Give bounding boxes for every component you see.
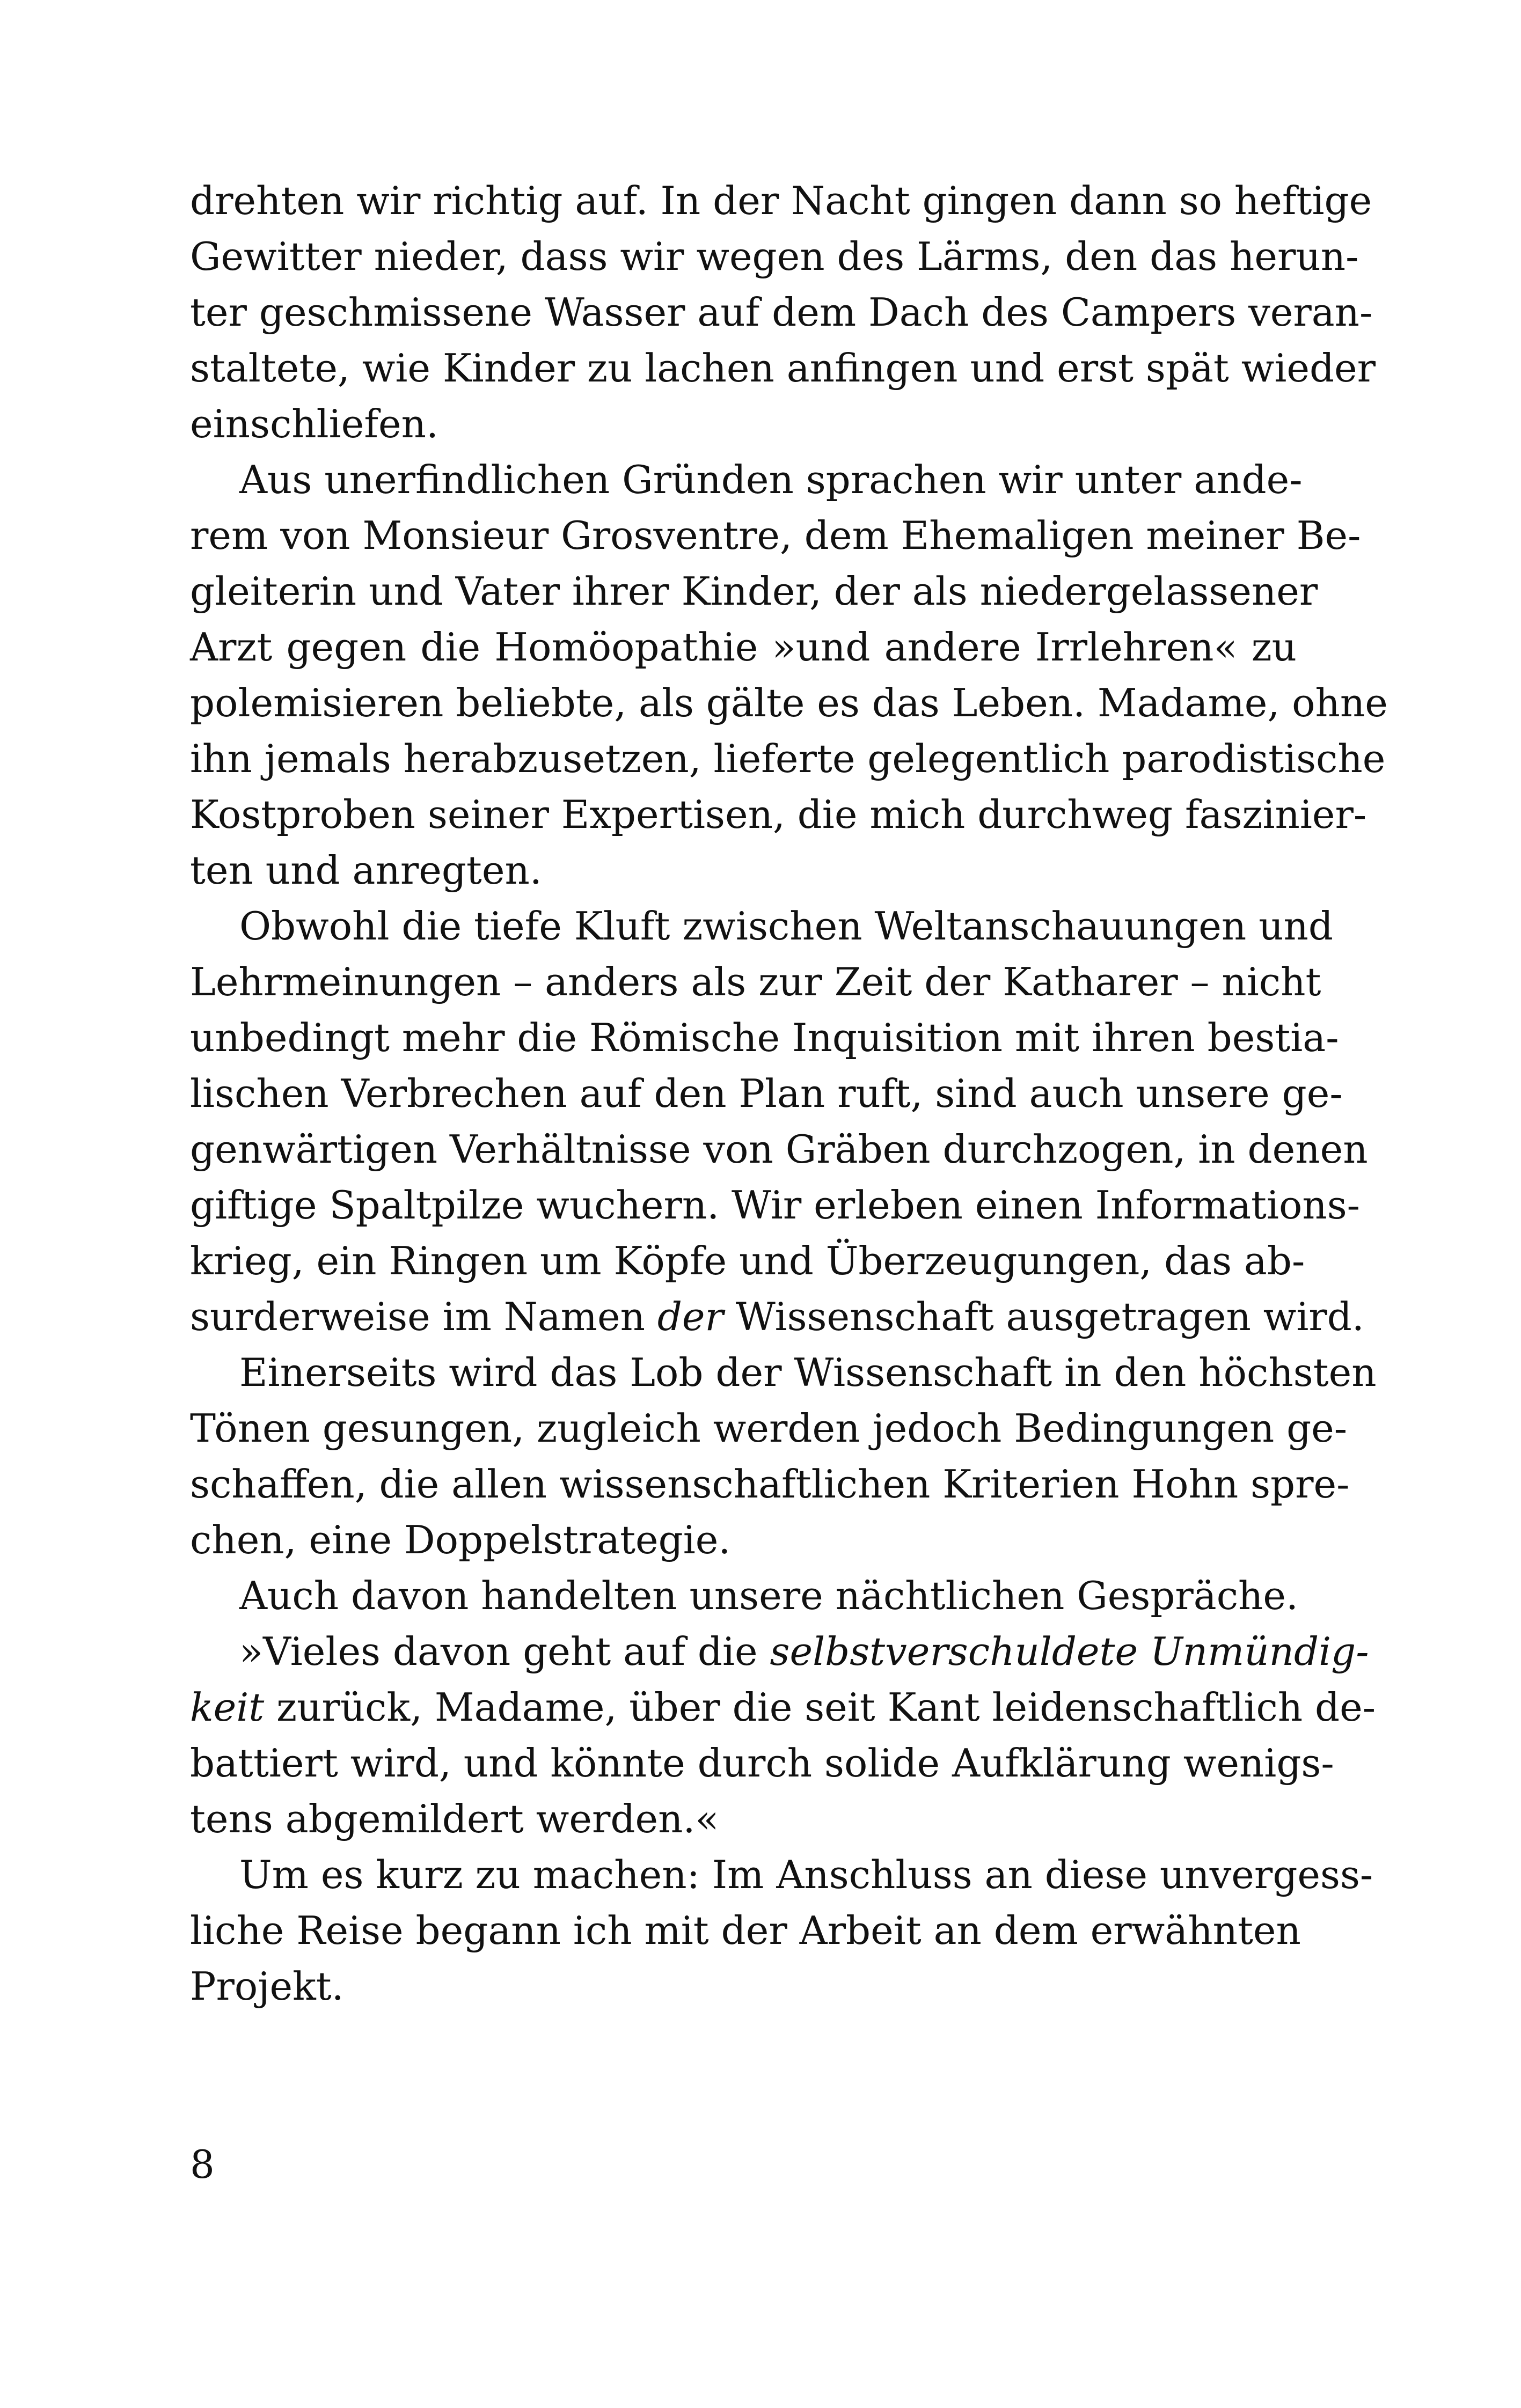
text-line: gleiterin und Vater ihrer Kinder, der als niedergelassener <box>190 569 1318 614</box>
text-line: schaffen, die allen wissenschaftlichen Kriterien Hohn spre- <box>190 1462 1350 1507</box>
text-line: genwärtigen Verhältnisse von Gräben durchzogen, in denen <box>190 1127 1368 1172</box>
paragraph <box>190 1568 1297 1624</box>
text-line: giftige Spaltpilze wuchern. Wir erleben einen Informations- <box>190 1183 1361 1228</box>
paragraph <box>190 452 1388 898</box>
paragraph <box>190 1345 1377 1568</box>
text-line: ter geschmissene Wasser auf dem Dach des Campers veran- <box>190 290 1373 335</box>
text-line: Aus unerfindlichen Gründen sprachen wir unter ande- <box>239 457 1303 502</box>
text-line: Lehrmeinungen – anders als zur Zeit der Katharer – nicht <box>190 959 1321 1004</box>
page-number: 8 <box>190 2142 215 2187</box>
text-line: Gewitter nieder, dass wir wegen des Lärms, den das herun- <box>190 234 1359 279</box>
text-line: tens abgemildert werden.« <box>190 1796 719 1841</box>
italic-emphasis: der <box>657 1294 723 1339</box>
body-text <box>190 173 1388 2014</box>
text-line: keit zurück, Madame, über die seit Kant leidenschaftlich de- <box>190 1685 1376 1730</box>
text-line: einschliefen. <box>190 401 438 446</box>
text-line: liche Reise begann ich mit der Arbeit an dem erwähnten <box>190 1908 1301 1953</box>
text-line: surderweise im Namen der Wissenschaft ausgetragen wird. <box>190 1294 1364 1339</box>
paragraph <box>190 898 1368 1345</box>
paragraph <box>190 173 1376 452</box>
text-line: Projekt. <box>190 1964 344 2009</box>
text-line: lischen Verbrechen auf den Plan ruft, sind auch unsere ge- <box>190 1071 1343 1116</box>
text-line: krieg, ein Ringen um Köpfe und Überzeugungen, das ab- <box>190 1238 1305 1283</box>
text-line: »Vieles davon geht auf die selbstverschuldete Unmündig- <box>239 1629 1369 1674</box>
text-line: unbedingt mehr die Römische Inquisition mit ihren bestia- <box>190 1015 1339 1060</box>
paragraph <box>190 1847 1373 2014</box>
text-line: Um es kurz zu machen: Im Anschluss an diese unvergess- <box>239 1852 1373 1897</box>
italic-emphasis: keit <box>190 1685 265 1730</box>
paragraph <box>190 1624 1376 1847</box>
text-line: rem von Monsieur Grosventre, dem Ehemaligen meiner Be- <box>190 513 1361 558</box>
text-line: chen, eine Doppelstrategie. <box>190 1517 731 1562</box>
text-line: Auch davon handelten unsere nächtlichen Gespräche. <box>239 1573 1298 1618</box>
text-line: battiert wird, und könnte durch solide Aufklärung wenigs- <box>190 1741 1334 1786</box>
text-line: drehten wir richtig auf. In der Nacht gingen dann so heftige <box>190 178 1372 223</box>
text-line: Einerseits wird das Lob der Wissenschaft in den höchsten <box>239 1350 1377 1395</box>
text-line: Kostproben seiner Expertisen, die mich durchweg faszinier- <box>190 792 1367 837</box>
text-line: Arzt gegen die Homöopathie »und andere Irrlehren« zu <box>190 625 1297 670</box>
text-line: ten und anregten. <box>190 848 542 893</box>
text-line: Obwohl die tiefe Kluft zwischen Weltanschauungen und <box>239 904 1333 949</box>
text-line: polemisieren beliebte, als gälte es das Leben. Madame, ohne <box>190 680 1388 725</box>
text-line: Tönen gesungen, zugleich werden jedoch Bedingungen ge- <box>190 1406 1348 1451</box>
italic-emphasis: selbstverschuldete Unmündig- <box>770 1629 1369 1674</box>
text-line: ihn jemals herabzusetzen, lieferte gelegentlich parodistische <box>190 736 1386 781</box>
text-line: staltete, wie Kinder zu lachen anfingen und erst spät wieder <box>190 346 1376 391</box>
